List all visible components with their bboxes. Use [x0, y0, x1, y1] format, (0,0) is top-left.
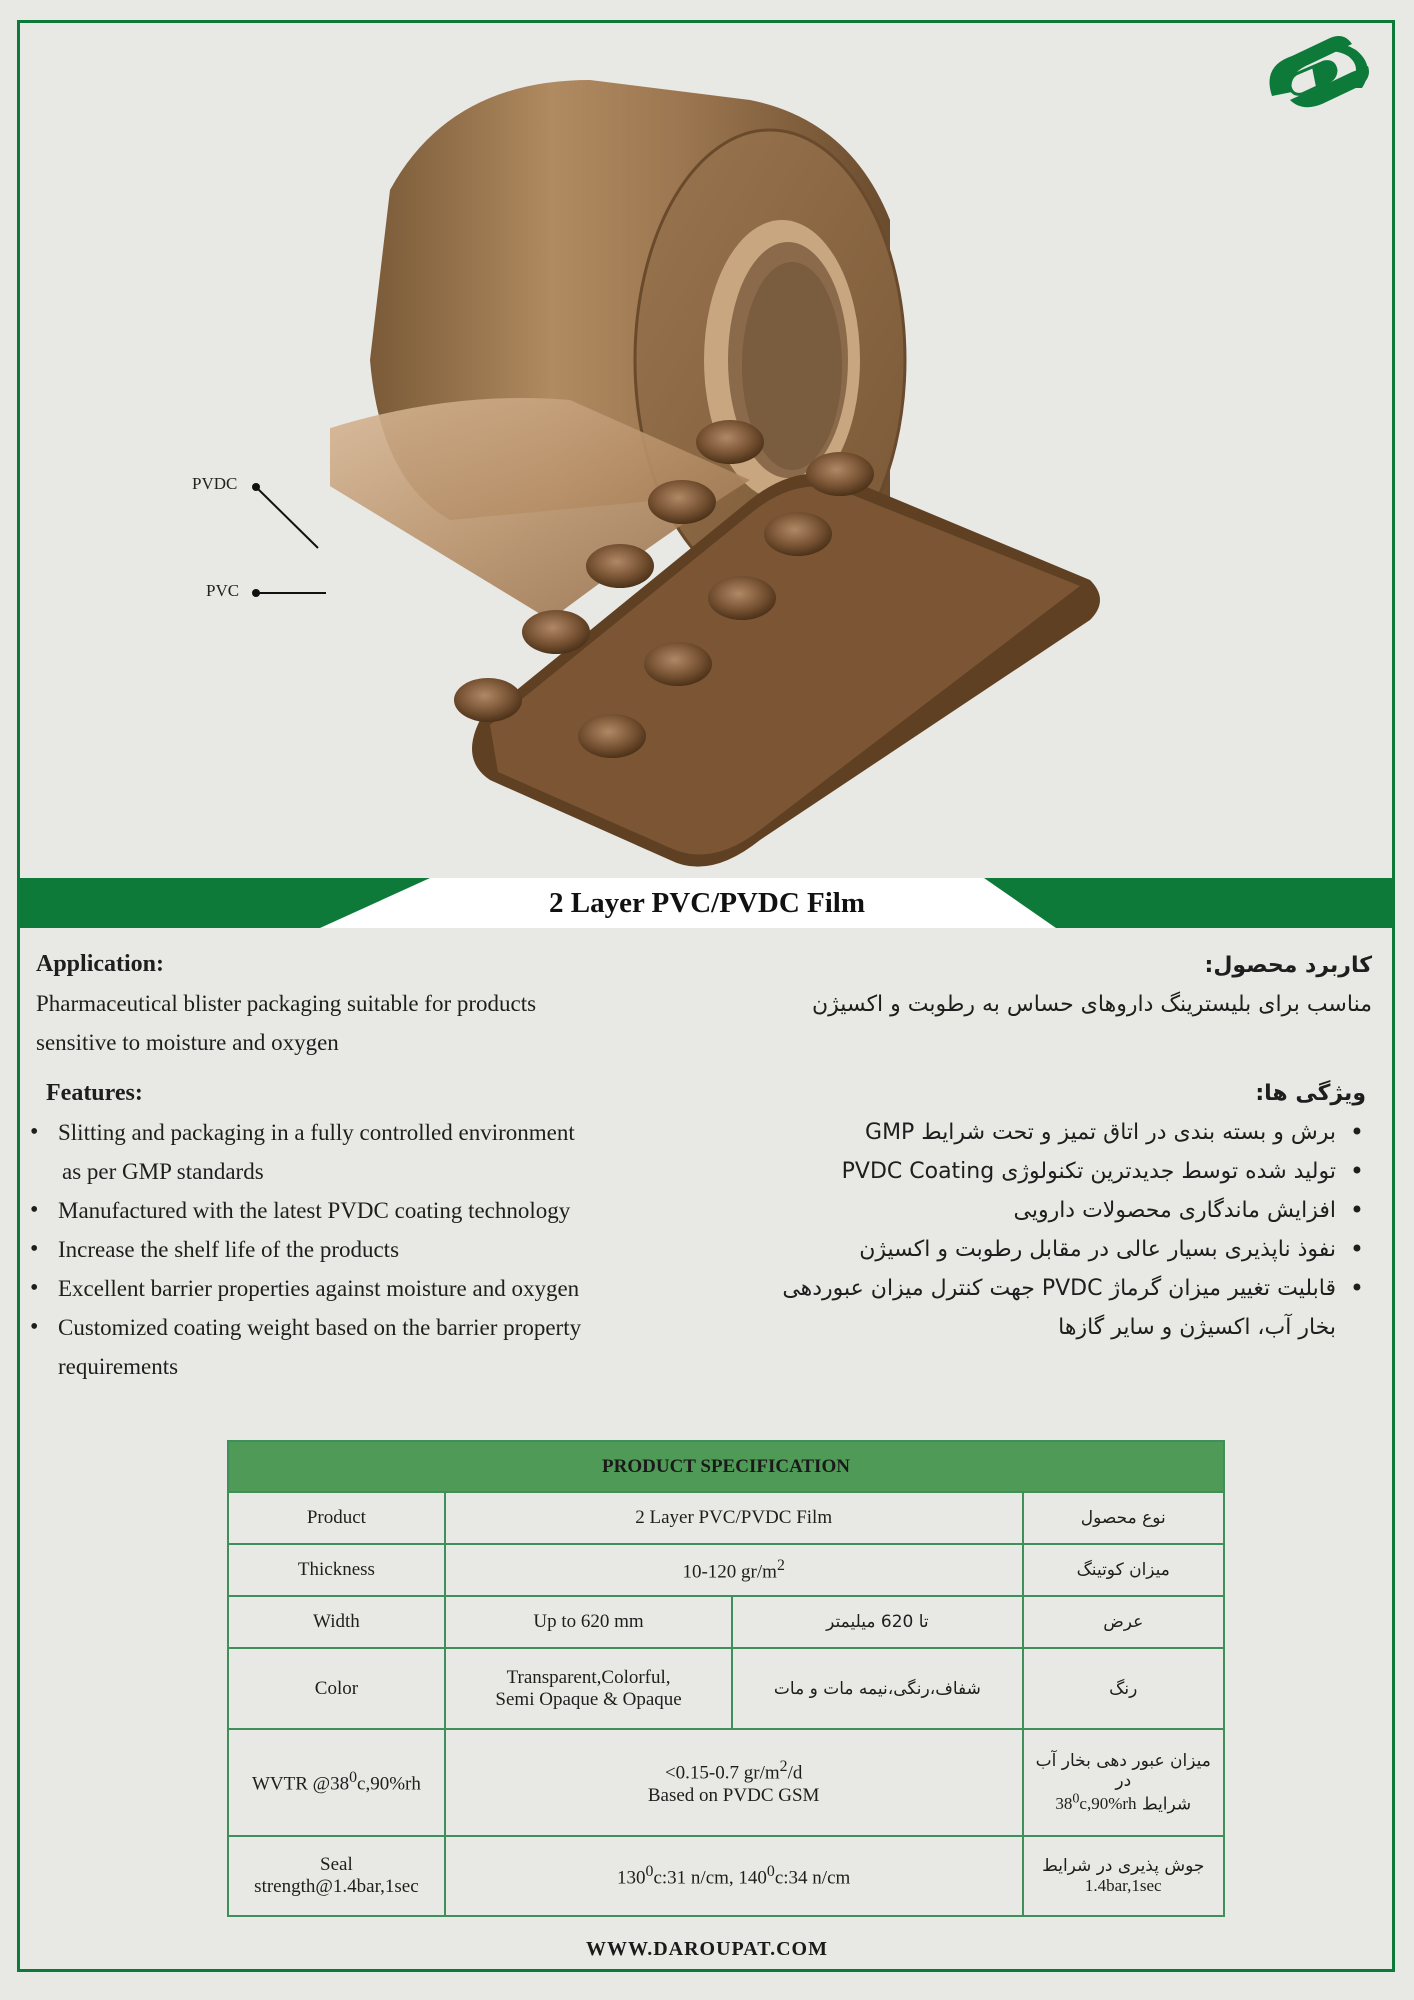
row-label-fa: میزان کوتینگ: [1023, 1544, 1225, 1596]
table-header: PRODUCT SPECIFICATION: [228, 1441, 1224, 1492]
table-row-width: [228, 1596, 1224, 1648]
row-label-en: Width: [228, 1596, 445, 1648]
row-label-en: Thickness: [228, 1544, 445, 1596]
row-label-fa: میزان عبور دهی بخار آب در شرایط $38^0c,90\%rh$: [1023, 1729, 1225, 1836]
row-value-en: Up to 620 mm: [445, 1596, 732, 1648]
film-roll-with-blister-image: [330, 60, 1130, 870]
feature-fa-item: • برش و بسته بندی در اتاق تمیز و تحت شرایط GMP: [686, 1113, 1366, 1152]
row-value-fa: تا 620 میلیمتر: [732, 1596, 1022, 1648]
callout-pvc-label: PVC: [206, 581, 240, 600]
table-row-product: [228, 1492, 1224, 1544]
row-label-en: Product: [228, 1492, 445, 1544]
table-row-thickness: [228, 1544, 1224, 1596]
application-text-fa: مناسب برای بلیسترینگ داروهای حساس به رطوبت و اکسیژن: [812, 992, 1372, 1017]
row-label-fa: عرض: [1023, 1596, 1225, 1648]
row-label-en: WVTR $@38^0c,90\%rh$: [228, 1729, 445, 1836]
daroupat-logo-icon: [1252, 26, 1382, 122]
feature-fa-item: • افزایش ماندگاری محصولات دارویی: [686, 1191, 1366, 1230]
footer-website-link[interactable]: WWW.DAROUPAT.COM: [586, 1938, 828, 1960]
feature-en-item: • Manufactured with the latest PVDC coating technology: [30, 1191, 690, 1230]
feature-en-item: • Increase the shelf life of the products: [30, 1230, 690, 1269]
table-row-seal: [228, 1836, 1224, 1916]
row-value: <0.15-0.7 $gr/m^2/d$ Based on PVDC GSM: [445, 1729, 1023, 1836]
application-heading-en: Application:: [36, 951, 165, 977]
row-value: 2 Layer PVC/PVDC Film: [445, 1492, 1023, 1544]
product-specification-table: [227, 1440, 1225, 1917]
row-label-fa: رنگ: [1023, 1648, 1225, 1729]
feature-fa-item: • نفوذ ناپذیری بسیار عالی در مقابل رطوبت و اکسیژن: [686, 1230, 1366, 1269]
features-fa: [686, 1074, 1366, 1347]
feature-en-item: • Excellent barrier properties against moisture and oxygen: [30, 1269, 690, 1308]
application-fa: [732, 946, 1372, 1024]
row-value: 10-120 $gr/m^2$: [445, 1544, 1023, 1596]
feature-en-item: • Slitting and packaging in a fully controlled environment as per GMP standards: [30, 1113, 690, 1191]
features-en: [30, 1074, 690, 1386]
table-row-color: [228, 1648, 1224, 1729]
feature-fa-item: • تولید شده توسط جدیدترین تکنولوژی PVDC Coating: [686, 1152, 1366, 1191]
row-label-fa: نوع محصول: [1023, 1492, 1225, 1544]
row-value: $130^0c:31$ n/cm, $140^0c:34$ n/cm: [445, 1836, 1023, 1916]
features-heading-en: Features:: [46, 1080, 143, 1106]
application-en: [36, 945, 676, 1062]
row-label-en: Seal strength@1.4bar,1sec: [228, 1836, 445, 1916]
row-label-fa: جوش پذیری در شرایط 1.4bar,1sec: [1023, 1836, 1225, 1916]
row-value-fa: شفاف،رنگی،نیمه مات و مات: [732, 1648, 1022, 1729]
table-row-wvtr: [228, 1729, 1224, 1836]
features-heading-fa: ویژگی ها:: [1255, 1081, 1366, 1106]
table-header-row: [228, 1441, 1224, 1492]
row-label-en: Color: [228, 1648, 445, 1729]
row-value-en: Transparent,Colorful, Semi Opaque & Opaque: [445, 1648, 732, 1729]
application-heading-fa: کاربرد محصول:: [1204, 953, 1372, 978]
application-text-en-line2: sensitive to moisture and oxygen: [36, 1030, 339, 1055]
feature-en-item: • Customized coating weight based on the barrier property requirements: [30, 1308, 690, 1386]
page-title: 2 Layer PVC/PVDC Film: [549, 887, 865, 919]
callout-pvdc-label: PVDC: [192, 474, 238, 493]
application-text-en-line1: Pharmaceutical blister packaging suitable for products: [36, 991, 537, 1016]
feature-fa-item: • قابلیت تغییر میزان گرماژ PVDC جهت کنترل میزان عبوردهی بخار آب، اکسیژن و سایر گازها: [686, 1269, 1366, 1347]
